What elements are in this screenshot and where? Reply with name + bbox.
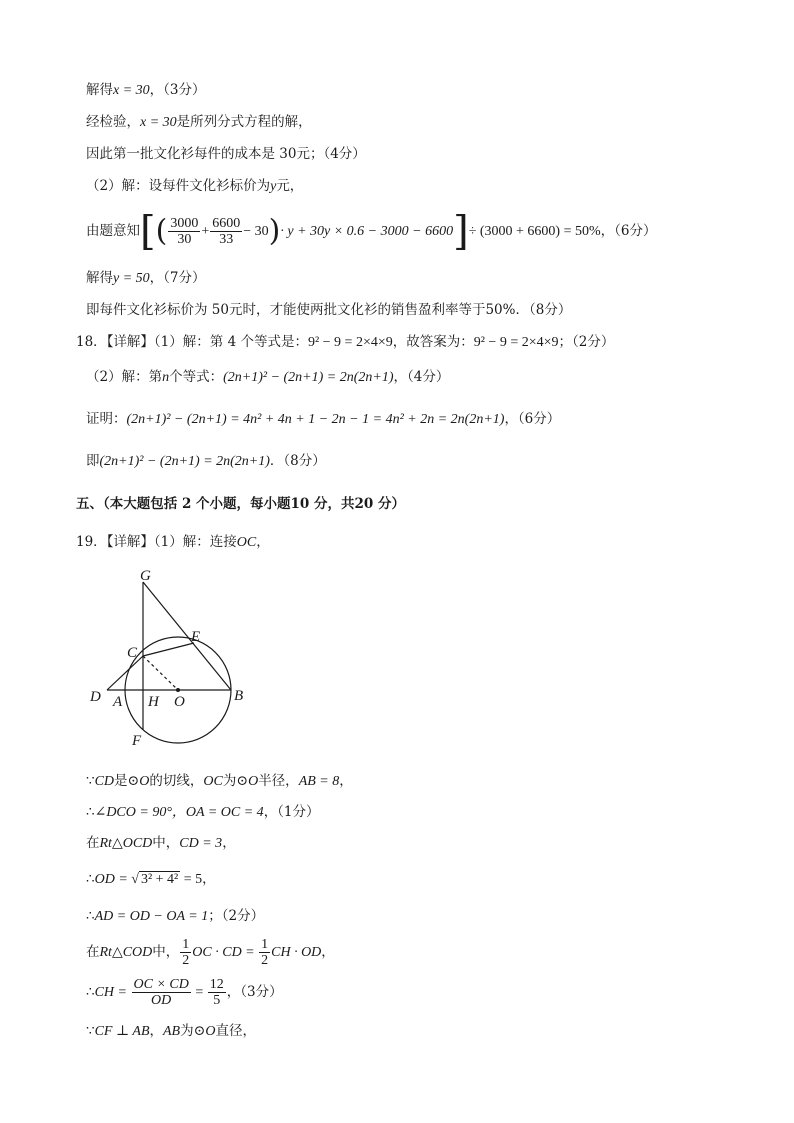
numerator: 1 <box>261 937 269 952</box>
text: ；（2分） <box>558 334 615 350</box>
line-15 <box>86 802 320 823</box>
line-11 <box>86 451 326 472</box>
text: ， <box>256 534 270 550</box>
text: 元， <box>276 178 304 194</box>
text: 个等式： <box>169 369 224 385</box>
text: 在 <box>86 835 100 851</box>
label-h: H <box>148 694 159 710</box>
equation: y <box>270 179 277 194</box>
line-9 <box>86 367 449 388</box>
denominator: 33 <box>219 232 234 247</box>
text: ，（3分） <box>149 82 206 98</box>
text: 为 <box>222 773 237 789</box>
bracket-open: [ <box>140 208 156 255</box>
fraction <box>259 937 270 968</box>
text: ，故答案为： <box>392 334 474 350</box>
text: （2）解：第 <box>86 369 163 385</box>
text: ，（4分） <box>393 369 450 385</box>
text: ∴ <box>86 804 95 820</box>
equation: CD = 3 <box>179 836 223 851</box>
equation: x = 30 <box>113 83 150 98</box>
equation: CD <box>94 774 115 789</box>
fraction <box>132 977 191 1008</box>
equation: 9² − 9 = 2×4×9 <box>473 335 559 350</box>
fraction <box>168 216 200 247</box>
line-7: 即每件文化衫标价为 50元时，才能使两批文化衫的销售盈利率等于50%．（8分） <box>86 302 572 318</box>
equation: ⊙O <box>127 774 150 789</box>
line-21 <box>86 1021 256 1042</box>
line-20 <box>86 976 283 1009</box>
text: ，（1分） <box>263 804 320 820</box>
text: 中， <box>152 835 180 851</box>
equation: CF ⊥ AB <box>94 1024 150 1039</box>
line-16 <box>86 833 236 854</box>
plus: + <box>201 224 210 239</box>
line-5 <box>86 208 657 255</box>
equation: 9² − 9 = 2×4×9 <box>307 335 393 350</box>
question-number: 19． <box>76 534 107 550</box>
equation: OD = <box>94 872 132 887</box>
text: ，（6分） <box>600 223 657 239</box>
text: 证明： <box>86 411 127 427</box>
equation: (2n+1)² − (2n+1) = 4n² + 4n + 1 − 2n − 1 = 4n² + 2n = 2n(2n+1) <box>126 412 505 427</box>
label-c: C <box>127 645 138 661</box>
fraction <box>180 937 191 968</box>
sqrt-sign: √ <box>131 872 139 887</box>
text: 在 <box>86 944 100 960</box>
text: ∵ <box>86 1023 95 1039</box>
equation: ⊙O <box>236 774 259 789</box>
equation: AB <box>163 1024 181 1039</box>
text: 由题意知 <box>86 223 140 239</box>
text: ；（2分） <box>208 908 265 924</box>
paren-close: ) <box>268 213 281 249</box>
text: ，（7分） <box>149 270 206 286</box>
numerator: OC × CD <box>133 977 189 992</box>
equation: ∠DCO = 90°，OA = OC = 4 <box>94 805 264 820</box>
line-6 <box>86 268 206 289</box>
text: 经检验， <box>86 114 140 130</box>
numerator: 3000 <box>170 216 199 231</box>
denominator: 30 <box>177 232 192 247</box>
text: 半径， <box>258 773 299 789</box>
text: 是 <box>114 773 128 789</box>
line-4 <box>86 176 303 197</box>
bracket-close: ] <box>453 208 469 255</box>
equation: (2n+1)² − (2n+1) = 2n(2n+1) <box>99 454 270 469</box>
text: 解得 <box>86 270 113 286</box>
paren-open: ( <box>155 213 168 249</box>
line-2 <box>86 112 312 133</box>
equation: ÷ (3000 + 6600) = 50% <box>468 224 601 239</box>
text: 【详解】（1）解：连接 <box>106 534 237 550</box>
text: 即 <box>86 453 100 469</box>
equation: CH · OD <box>271 945 322 960</box>
text: ∵ <box>86 773 95 789</box>
denominator: 2 <box>182 953 190 968</box>
numerator: 12 <box>209 977 224 992</box>
text: ．（8分） <box>269 453 326 469</box>
denominator: 2 <box>261 953 269 968</box>
point-o <box>176 688 180 692</box>
equation: y = 50 <box>113 271 150 286</box>
label-f: F <box>132 733 142 749</box>
text: ， <box>149 1023 163 1039</box>
text: ， <box>321 944 335 960</box>
segment-oc <box>143 656 178 690</box>
line-19 <box>86 936 335 969</box>
equation: Rt△OCD <box>99 836 153 851</box>
radicand: 3² + 4² <box>140 872 179 887</box>
equation: OC · CD = <box>192 945 259 960</box>
equation: AD = OD − OA = 1 <box>94 909 209 924</box>
variable: n <box>162 370 170 385</box>
equation: OC <box>203 774 223 789</box>
text: ∴ <box>86 908 95 924</box>
line-18 <box>86 906 264 927</box>
text: 中， <box>152 944 180 960</box>
label-e: E <box>191 629 201 645</box>
text: ∴ <box>86 984 95 1000</box>
section-heading: 五、（本大题包括 2 个小题，每小题10 分，共20 分） <box>76 496 406 512</box>
equation: − 30 <box>243 224 269 239</box>
text: （2）解：设每件文化衫标价为 <box>86 178 271 194</box>
question-number: 18． <box>76 334 107 350</box>
equation: ⊙O <box>193 1024 216 1039</box>
equation: CH = <box>94 985 131 1000</box>
line-1 <box>86 80 206 101</box>
equation: = <box>191 985 207 1000</box>
numerator: 1 <box>182 937 190 952</box>
line-17 <box>86 869 216 890</box>
label-o: O <box>174 694 185 710</box>
text: 是所列分式方程的解， <box>176 114 312 130</box>
text: 【详解】（1）解：第 4 个等式是： <box>106 334 308 350</box>
line-14 <box>86 771 353 792</box>
fraction <box>210 216 242 247</box>
equation: = 5 <box>180 872 203 887</box>
equation: OC <box>236 535 257 550</box>
line-8 <box>76 332 614 353</box>
label-d: D <box>90 689 101 705</box>
label-g: G <box>140 568 151 584</box>
label-b: B <box>234 688 244 704</box>
fraction <box>208 977 226 1008</box>
equation: x = 30 <box>140 115 177 130</box>
text: 的切线， <box>149 773 204 789</box>
text: ， <box>222 835 236 851</box>
line-13 <box>76 532 270 553</box>
text: ∴ <box>86 871 95 887</box>
label-a: A <box>113 694 123 710</box>
text: 为 <box>180 1023 194 1039</box>
text: ，（3分） <box>226 984 283 1000</box>
text: 直径， <box>215 1023 256 1039</box>
segment-gb <box>143 582 231 690</box>
text: ， <box>339 773 353 789</box>
numerator: 6600 <box>212 216 241 231</box>
line-10 <box>86 409 560 430</box>
text: ，（6分） <box>504 411 561 427</box>
denominator: 5 <box>213 993 221 1008</box>
equation: · y + 30y × 0.6 − 3000 − 6600 <box>280 224 454 239</box>
equation: Rt△COD <box>99 945 153 960</box>
denominator: OD <box>151 993 172 1008</box>
equation: (2n+1)² − (2n+1) = 2n(2n+1) <box>223 370 394 385</box>
text: ， <box>202 871 216 887</box>
line-3: 因此第一批文化衫每件的成本是 30元；（4分） <box>86 146 366 162</box>
text: 解得 <box>86 82 113 98</box>
geometry-figure <box>80 560 260 760</box>
equation: AB = 8 <box>298 774 340 789</box>
